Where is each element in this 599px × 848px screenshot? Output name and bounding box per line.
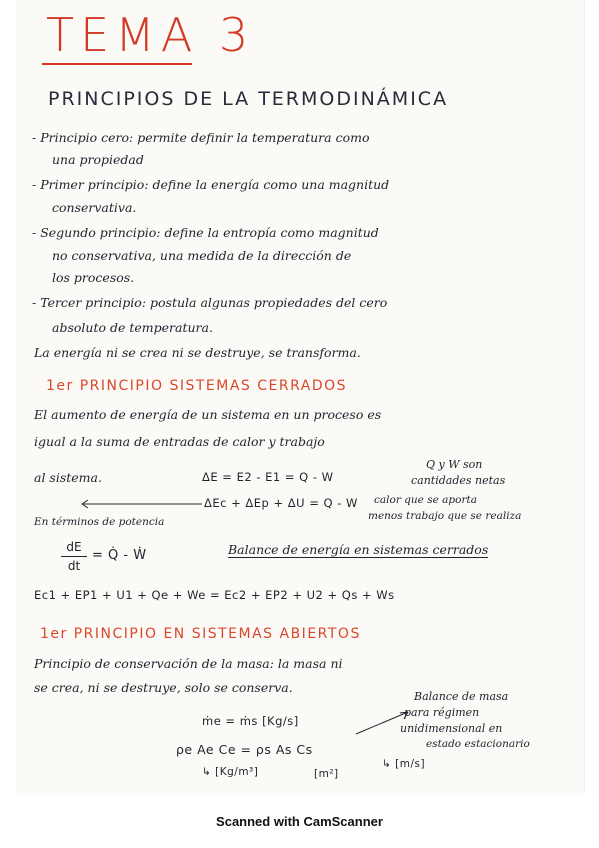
scanner-watermark: Scanned with CamScanner	[216, 814, 383, 829]
principle-second: - Segundo principio: define la entropía como magnitud	[32, 225, 379, 240]
page-title: TEMA 3	[46, 8, 255, 62]
rate-denominator: dt	[67, 559, 81, 573]
section-closed-systems-heading: 1er PRINCIPIO SISTEMAS CERRADOS	[46, 378, 348, 394]
energy-balance-equation: Ec1 + EP1 + U1 + Qe + We = Ec2 + EP2 + U2 + Qs + Ws	[34, 588, 395, 602]
mass-balance-note3: unidimensional en	[400, 722, 503, 735]
principle-first-cont: conservativa.	[52, 200, 137, 215]
mass-balance-note1: Balance de masa	[414, 690, 509, 703]
principle-second-cont2: los procesos.	[52, 270, 135, 285]
page-subtitle: PRINCIPIOS DE LA TERMODINÁMICA	[48, 88, 449, 110]
closed-text-line2: igual a la suma de entradas de calor y trabajo	[34, 434, 325, 449]
density-unit: ↳ [Kg/m³]	[202, 766, 259, 778]
velocity-unit: ↳ [m/s]	[382, 758, 426, 770]
rate-equation-rhs: = Q̇ - Ẇ	[92, 548, 147, 563]
principle-third: - Tercer principio: postula algunas propiedades del cero	[32, 295, 388, 310]
mass-flow-equation: ṁe = ṁs [Kg/s]	[202, 714, 299, 728]
principle-zero-cont: una propiedad	[52, 152, 144, 167]
continuity-equation: ρe Ae Ce = ρs As Cs	[176, 742, 313, 757]
energy-statement: La energía ni se crea ni se destruye, se transforma.	[34, 345, 361, 360]
title-underline	[42, 63, 192, 65]
qw-note-line1: Q y W son	[426, 458, 483, 471]
mass-balance-note4: estado estacionario	[426, 738, 530, 750]
principle-third-cont: absoluto de temperatura.	[52, 320, 213, 335]
energy-balance-label: Balance de energía en sistemas cerrados	[228, 542, 489, 557]
closed-text-line3: al sistema.	[34, 470, 102, 485]
section-open-systems-heading: 1er PRINCIPIO EN SISTEMAS ABIERTOS	[40, 626, 361, 642]
principle-second-cont: no conservativa, una medida de la dirección de	[52, 248, 352, 263]
energy-equation: ΔE = E2 - E1 = Q - W	[202, 470, 334, 484]
power-terms-label: En términos de potencia	[34, 516, 165, 528]
heat-note-line2: menos trabajo que se realiza	[368, 510, 522, 522]
arrow-left-icon	[76, 498, 204, 510]
rate-numerator: dE	[66, 540, 82, 554]
mass-balance-note2: para régimen	[404, 706, 480, 719]
fraction-bar	[61, 556, 87, 557]
energy-components-equation: ΔEc + ΔEp + ΔU = Q - W	[204, 496, 358, 510]
principle-first: - Primer principio: define la energía como una magnitud	[32, 177, 390, 192]
open-text-line2: se crea, ni se destruye, solo se conserva.	[34, 680, 293, 695]
heat-note-line1: calor que se aporta	[374, 494, 477, 506]
open-text-line1: Principio de conservación de la masa: la masa ni	[34, 656, 343, 671]
closed-text-line1: El aumento de energía de un sistema en un proceso es	[34, 407, 382, 422]
principle-zero: - Principio cero: permite definir la temperatura como	[32, 130, 370, 145]
qw-note-line2: cantidades netas	[411, 474, 506, 487]
notebook-page	[16, 0, 585, 793]
area-unit: [m²]	[314, 768, 339, 780]
